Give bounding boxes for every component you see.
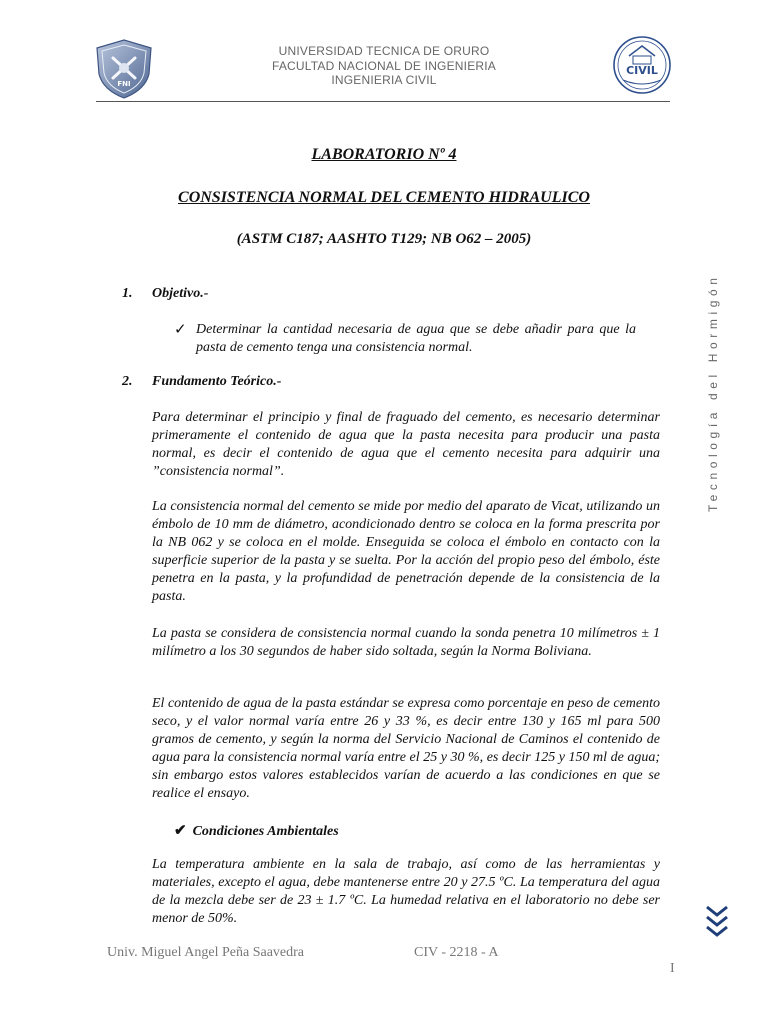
footer-course-code: CIV - 2218 - A <box>414 945 499 960</box>
check-icon: ✓ <box>174 322 187 338</box>
theory-paragraph-1: Para determinar el principio y final de fraguado del cemento, es necesario determinar primeramente el contenido de agua que la pasta necesita para producir una pasta normal, es decir el contenido de agua que el cemento necesita para adquirir una ”consistencia normal”. <box>152 410 660 479</box>
header-institution <box>180 44 588 88</box>
fni-shield-logo <box>93 38 155 100</box>
svg-text:FNI: FNI <box>117 80 131 88</box>
theory-paragraph-3: La pasta se considera de consistencia normal cuando la sonda penetra 10 milímetros ± 1 milímetro a los 30 segundos de haber sido soltada, según la Norma Boliviana. <box>152 626 660 659</box>
header-faculty: FACULTAD NACIONAL DE INGENIERIA <box>271 58 497 73</box>
theory-paragraph-2: La consistencia normal del cemento se mide por medio del aparato de Vicat, utilizando un émbolo de 10 mm de diámetro, acondicionado dentro se coloca en la forma prescrita por la NB 062 y se coloca en el molde. Enseguida se coloca el émbolo en contacto con la superficie superior de la pasta y se suelta. Por la acción del propio peso del émbolo, éste penetra en la pasta, y la profundidad de penetración depende de la consistencia de la pasta. <box>152 499 660 604</box>
standards-reference: (ASTM C187; AASHTO T129; NB O62 – 2005) <box>236 231 532 247</box>
header-university: UNIVERSIDAD TECNICA DE ORURO <box>278 44 490 58</box>
footer-author: Univ. Miguel Angel Peña Saavedra <box>107 945 304 960</box>
objective-item <box>174 321 644 361</box>
section-number: 1. <box>122 286 133 301</box>
section-theory-heading <box>122 374 281 390</box>
page-number: I <box>670 961 675 976</box>
section-number: 2. <box>122 374 133 389</box>
side-course-label: Tecnología del Hormigón <box>706 273 720 512</box>
lab-title: LABORATORIO Nº 4 <box>311 146 457 163</box>
check-bold-icon: ✔ <box>174 823 187 839</box>
section-title: Objetivo.- <box>152 286 209 301</box>
lab-subtitle: CONSISTENCIA NORMAL DEL CEMENTO HIDRAULICO <box>178 189 590 206</box>
conditions-paragraph: La temperatura ambiente en la sala de trabajo, así como de las herramientas y materiales, excepto el agua, debe mantenerse entre 20 y 27.5 ºC. La temperatura del agua de la mezcla debe ser de 23 ± 1.7 ºC. La humedad relativa en el laboratorio no debe ser menor de 50%. <box>152 857 660 926</box>
theory-paragraph-4: El contenido de agua de la pasta estándar se expresa como porcentaje en peso de cemento seco, y el valor normal varía entre 26 y 33 %, es decir entre 130 y 165 ml para 500 gramos de cemento, y según la norma del Servicio Nacional de Caminos el contenido de agua para la consistencia normal varía entre el 25 y 30 %, es decir 125 y 150 ml de agua; sin embargo estos valores establecidos varían de acuerdo a las condiciones en que se realice el ensayo. <box>152 696 660 801</box>
conditions-heading <box>174 821 339 840</box>
svg-text:CIVIL: CIVIL <box>626 64 658 77</box>
conditions-title: Condiciones Ambientales <box>192 824 339 839</box>
objective-text: Determinar la cantidad necesaria de agua que se debe añadir para que la pasta de cemento tenga una consistencia normal. <box>196 322 636 355</box>
header-divider <box>96 101 670 102</box>
chevron-down-icon <box>705 905 729 939</box>
header-career: INGENIERIA CIVIL <box>331 73 437 87</box>
section-title: Fundamento Teórico.- <box>152 374 282 389</box>
section-objective-heading <box>122 286 208 302</box>
civil-logo <box>611 34 673 96</box>
